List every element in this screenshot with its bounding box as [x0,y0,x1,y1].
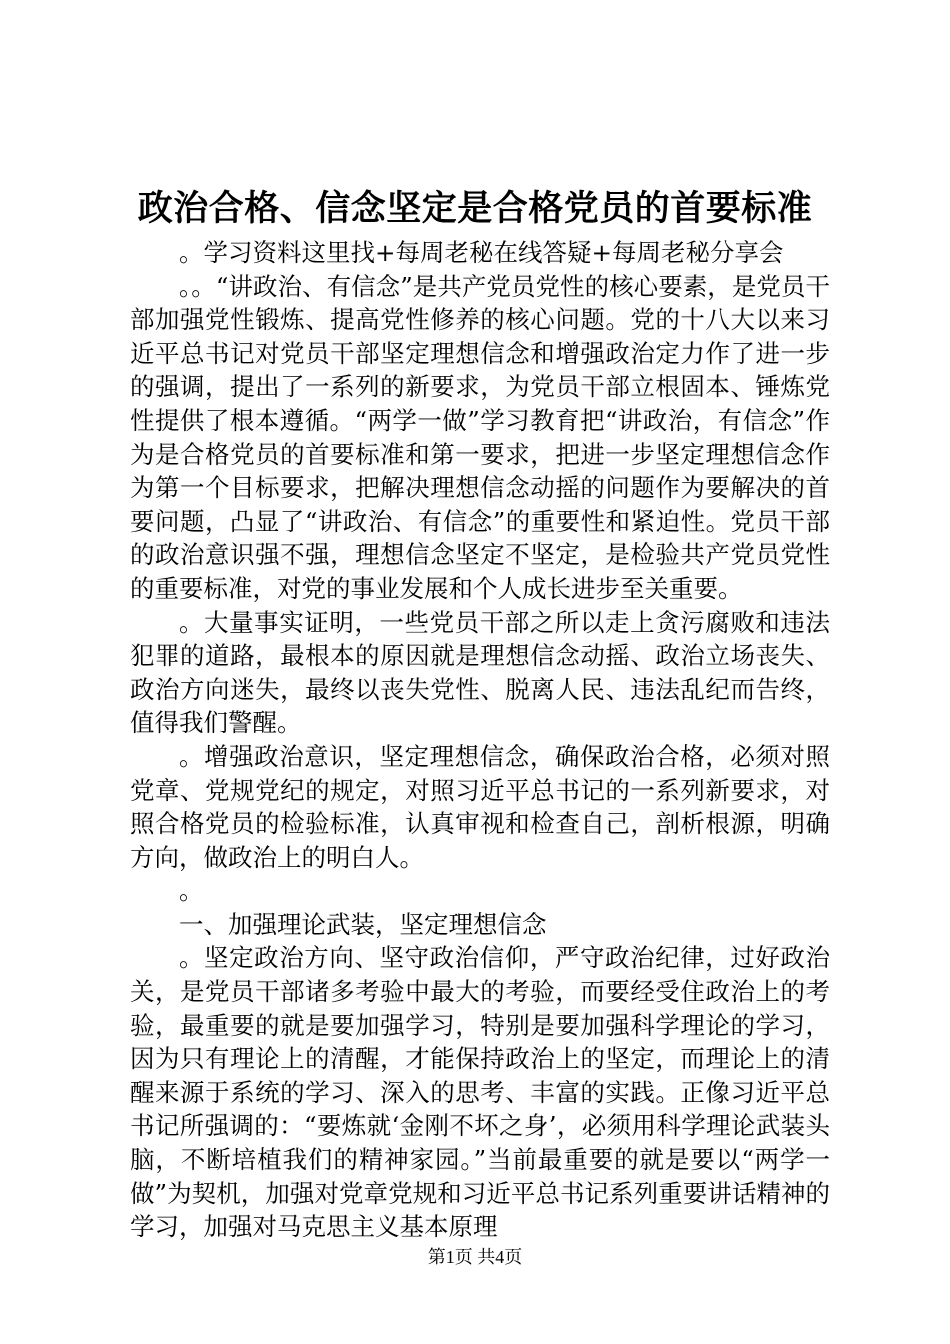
document-body [130,236,830,1244]
body-paragraph: 。增强政治意识，坚定理想信念，确保政治合格，必须对照党章、党规党纪的规定，对照习近平总书记的一系列新要求，对照合格党员的检验标准，认真审视和检查自己，剖析根源，明确方向，做政治上的明白人。 [130,741,830,872]
intro-line: 。学习资料这里找+每周老秘在线答疑+每周老秘分享会 [179,238,784,267]
body-paragraph: 。。“讲政治、有信念”是共产党员党性的核心要素，是党员干部加强党性锻炼、提高党性修养的核心问题。党的十八大以来习近平总书记对党员干部坚定理想信念和增强政治定力作了进一步的强调，提出了一系列的新要求，为党员干部立根固本、锤炼党性提供了根本遵循。“两学一做”学习教育把“讲政治，有信念”作为是合格党员的首要标准和第一要求，把进一步坚定理想信念作为第一个目标要求，把解决理想信念动摇的问题作为要解决的首要问题，凸显了“讲政治、有信念”的重要性和紧迫性。党员干部的政治意识强不强，理想信念坚定不坚定，是检验共产党员党性的重要标准，对党的事业发展和个人成长进步至关重要。 [130,271,830,603]
body-paragraph: 。大量事实证明，一些党员干部之所以走上贪污腐败和违法犯罪的道路，最根本的原因就是理想信念动摇、政治立场丧失、政治方向迷失，最终以丧失党性、脱离人民、违法乱纪而告终，值得我们警醒。 [130,607,830,738]
page-number-footer: 第1页 共4页 [427,1247,523,1267]
body-paragraph: 。坚定政治方向、坚守政治信仰，严守政治纪律，过好政治关，是党员干部诸多考验中最大的考验，而要经受住政治上的考验，最重要的就是要加强学习，特别是要加强科学理论的学习，因为只有理论上的清醒，才能保持政治上的坚定，而理论上的清醒来源于系统的学习、深入的思考、丰富的实践。正像习近平总书记所强调的：“要炼就‘金刚不坏之身’，必须用科学理论武装头脑，不断培植我们的精神家园。”当前最重要的就是要以“两学一做”为契机，加强对党章党规和习近平总书记系列重要讲话精神的学习，加强对马克思主义基本原理 [130,943,830,1242]
document-title: 政治合格、信念坚定是合格党员的首要标准 [137,188,813,229]
separator-mark: 。 [179,876,204,906]
section-heading: 一、加强理论武装，坚定理想信念 [179,909,547,939]
